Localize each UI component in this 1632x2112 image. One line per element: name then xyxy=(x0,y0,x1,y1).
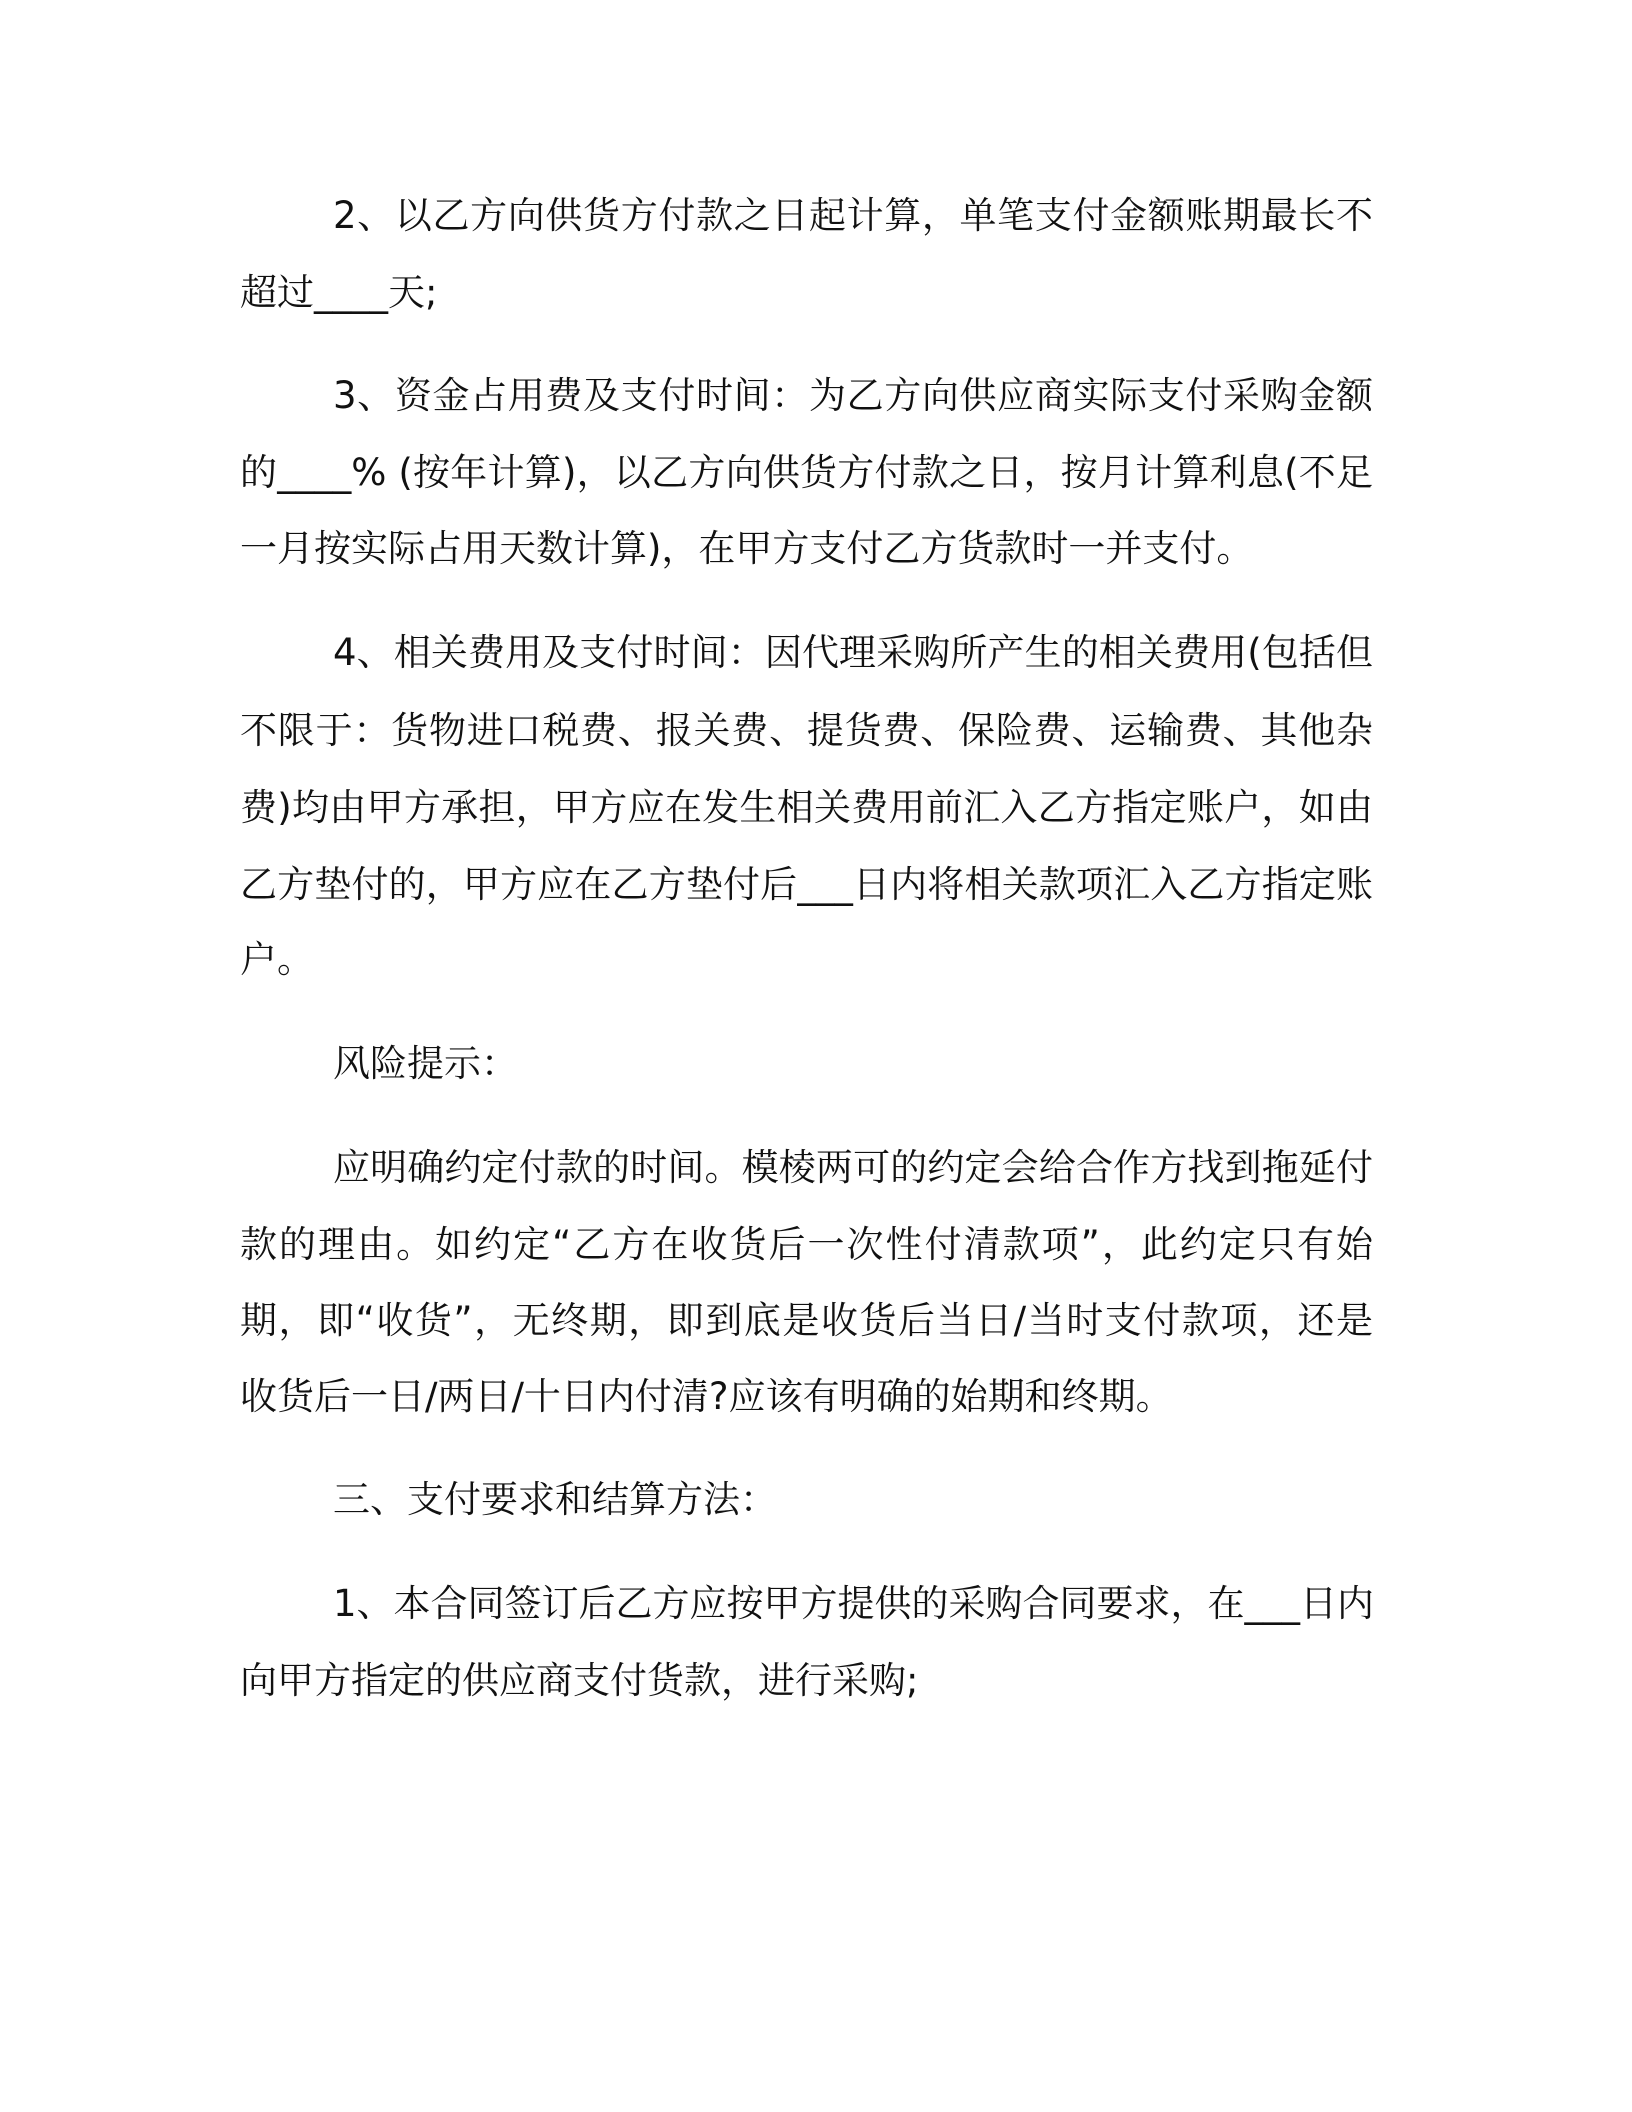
risk-line-1: 应明确约定付款的时间。模棱两可的约定会给合作方找到拖延付 xyxy=(333,1146,1373,1189)
paragraph-2-line-2: 超过____天; xyxy=(240,271,438,314)
paragraph-4-line-3: 费)均由甲方承担，甲方应在发生相关费用前汇入乙方指定账户，如由 xyxy=(240,786,1373,829)
risk-line-2: 款的理由。如约定“乙方在收货后一次性付清款项”，此约定只有始 xyxy=(240,1223,1373,1266)
risk-line-4: 收货后一日/两日/十日内付清?应该有明确的始期和终期。 xyxy=(240,1375,1173,1418)
section-3-item-1-line-2: 向甲方指定的供应商支付货款，进行采购; xyxy=(240,1659,919,1702)
paragraph-4-line-4: 乙方垫付的，甲方应在乙方垫付后___日内将相关款项汇入乙方指定账 xyxy=(240,863,1373,906)
paragraph-2-line-1: 2、以乙方向供货方付款之日起计算，单笔支付金额账期最长不 xyxy=(333,194,1373,237)
section-3-heading: 三、支付要求和结算方法： xyxy=(333,1478,777,1521)
paragraph-4-line-5: 户。 xyxy=(240,938,314,981)
paragraph-3-line-3: 一月按实际占用天数计算)，在甲方支付乙方货款时一并支付。 xyxy=(240,527,1254,570)
risk-heading: 风险提示： xyxy=(333,1042,518,1085)
paragraph-3-line-2: 的____% (按年计算)，以乙方向供货方付款之日，按月计算利息(不足 xyxy=(240,451,1373,494)
paragraph-3-line-1: 3、资金占用费及支付时间：为乙方向供应商实际支付采购金额 xyxy=(333,374,1373,417)
section-3-item-1-line-1: 1、本合同签订后乙方应按甲方提供的采购合同要求，在___日内 xyxy=(333,1582,1375,1625)
paragraph-4-line-1: 4、相关费用及支付时间：因代理采购所产生的相关费用(包括但 xyxy=(333,631,1373,674)
risk-line-3: 期，即“收货”，无终期，即到底是收货后当日/当时支付款项，还是 xyxy=(240,1299,1373,1342)
paragraph-4-line-2: 不限于：货物进口税费、报关费、提货费、保险费、运输费、其他杂 xyxy=(240,709,1373,752)
